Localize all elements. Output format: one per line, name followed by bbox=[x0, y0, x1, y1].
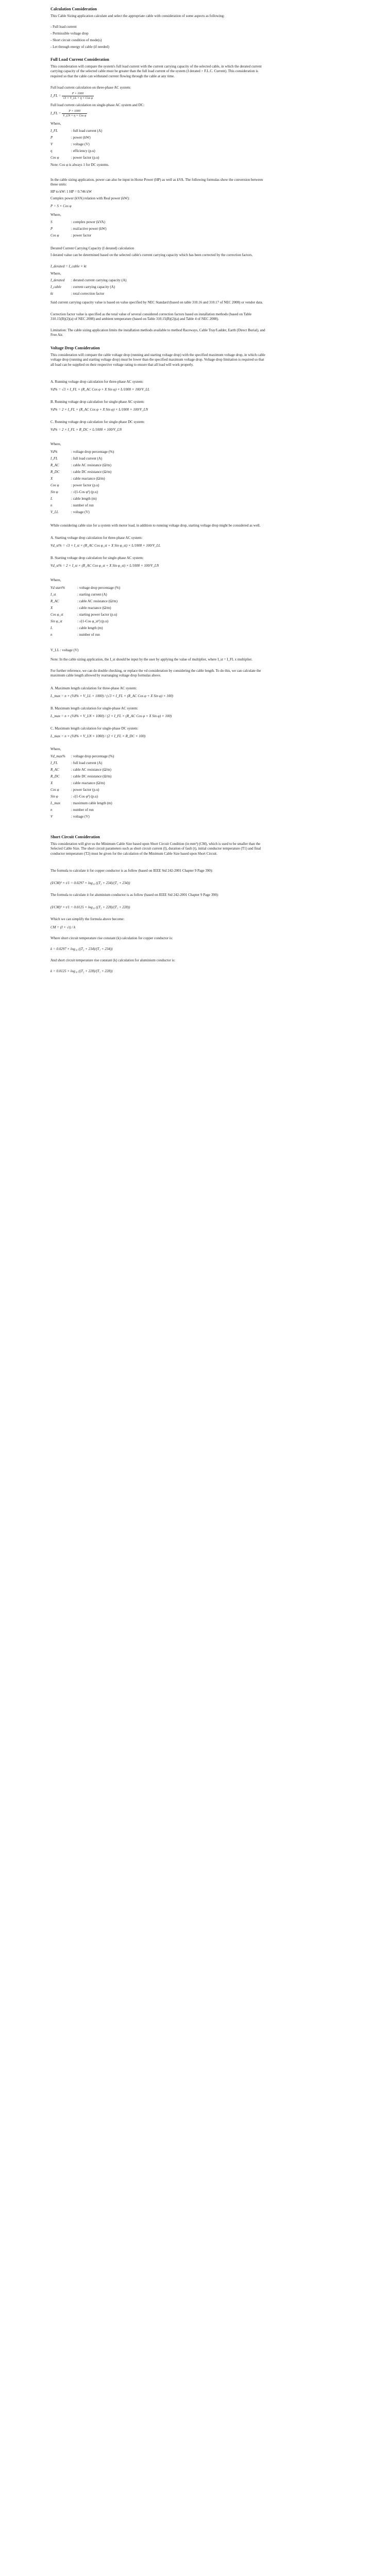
vd-a2: A. Starting voltage drop calculation for three-phase AC system: bbox=[50, 536, 143, 540]
def-row: Cos φ : power factor (p.u) bbox=[50, 483, 99, 487]
def-row: P : real/active power (kW) bbox=[50, 227, 107, 231]
def-row: R_DC : cable DC resistance (Ω/m) bbox=[50, 470, 112, 474]
sc-p4: Which we can simplify the formula above become: bbox=[50, 917, 125, 921]
def-row: L : cable length (m) bbox=[50, 626, 103, 630]
flc-l2: Full load current calculation on single-phase AC system and DC: bbox=[50, 103, 145, 107]
def-row: n : number of run bbox=[50, 808, 94, 812]
def-row: kt : total correction factor bbox=[50, 292, 105, 296]
flc-where3: Where, bbox=[50, 272, 61, 276]
def-row: S : complex power (kVA) bbox=[50, 220, 106, 224]
def-row: L_max : maximum cable length (m) bbox=[50, 801, 112, 805]
flc-p2: In the cable sizing application, power can also be input in Horse Power (HP) as well as kVA. The following formulas show the conversion between these units: bbox=[50, 178, 263, 187]
def-row: Cos φ : power factor bbox=[50, 233, 92, 238]
def-row: I_st : starting current (A) bbox=[50, 592, 107, 597]
flc-p6: Correction factor value is specified as the total value of several considered correction factors based on installation methods (based on Table 310.15(B)(2)(a) of NEC 2008) and ambient temperature (based on Table 310.15(B)(2)(a) and Table 4 of NEC 2008). bbox=[50, 312, 252, 321]
sc-eq4: k = 0.0297 × log₁₀ ((T₂ + 234)/(T₁ + 234)) bbox=[50, 947, 113, 951]
flc-where: Where, bbox=[50, 122, 61, 126]
vd-eq-b2: Vd_st% = 2 × I_st × (R_AC Cos φ_st + X Sin φ_st) × L/1000 × 100/V_LN bbox=[50, 564, 159, 568]
def-row: X : cable reactance (Ω/m) bbox=[50, 606, 111, 610]
sc-p1: This consideration will give us the Minimum Cable Size based upon Short Circuit Condition (in mm²) (CM), which is used to be smaller than the Selected Cable Size. The short circuit parameters such as short circuit current (I), duration of fault (t), initial conductor temperature (T1) and final conductor temperature (T2) must be given for the calculation of the Minimum Cable Size based upon Short Circuit. bbox=[50, 842, 261, 856]
vd-eq-mc: L_max = n × (Vd% × V_LN × 1000) / (2 × I_FL × R_DC × 100) bbox=[50, 734, 146, 738]
vd-where3: Where, bbox=[50, 747, 61, 751]
def-row: R_AC : cable AC resistance (Ω/m) bbox=[50, 599, 117, 603]
vd-note: Note: In the cable sizing application, the I_st should be input by the user by applying the value of multiplier, where I_st = I_FL x multiplier. bbox=[50, 657, 252, 662]
sc-p5: Where short circuit temperature rise constant (k) calculation for copper conductor is: bbox=[50, 936, 173, 940]
vd-p3: For further reference, we can do double checking, or replace the vd consideration by considering the cable length. To do this, we can calculate the maximum cable length allowed by rearranging voltage drop formulas above. bbox=[50, 669, 261, 678]
vd-eq-mb: L_max = n × (Vd% × V_LN × 1000) / (2 × I_FL × (R_AC Cos φ + X Sin φ) × 100) bbox=[50, 714, 172, 718]
def-row: R_AC : cable AC resistance (Ω/m) bbox=[50, 463, 111, 467]
def-row: Sin φ : √(1-Cos φ²) (p.u) bbox=[50, 490, 98, 494]
vd-eq-a2: Vd_st% = √3 × I_st × (R_AC Cos φ_st + X Sin φ_st) × L/1000 × 100/V_LL bbox=[50, 544, 161, 548]
flc-where2: Where, bbox=[50, 213, 61, 217]
def-row: Vd start% : voltage drop percentage (%) bbox=[50, 586, 121, 590]
sc-eq3: CM = (I × √t) / k bbox=[50, 925, 76, 929]
def-row: I_derated : derated current carrying capacity (A) bbox=[50, 278, 127, 282]
def-row: I_FL : full load current (A) bbox=[50, 456, 103, 461]
flc-p5: Said current carrying capacity value is based on value specified by NEC Standard (based on table 310.16 and 310.17 of NEC 2008) or vendor data. bbox=[50, 300, 263, 304]
vd-eq-ma: L_max = n × (Vd% × V_LL × 1000) / (√3 × I_FL × (R_AC Cos φ + X Sin φ) × 100) bbox=[50, 694, 174, 698]
calc-bullet-1: - Full load current bbox=[50, 25, 77, 29]
calc-intro: This Cable Sizing application calculate and select the appropriate cable with consideration of some aspects as following: bbox=[50, 14, 225, 18]
vd-p2: While considering cable size for a system with motor load, in addition to running voltage drop, starting voltage drop might be considered as well. bbox=[50, 523, 261, 528]
def-row: L : cable length (m) bbox=[50, 497, 97, 501]
flc-note: Note: Cos φ is always 1 for DC systems. bbox=[50, 163, 109, 167]
vd-eq-b: Vd% = 2 × I_FL × (R_AC Cos φ + X Sin φ) × L/1000 × 100/V_LN bbox=[50, 408, 148, 412]
vd-p1: This consideration will compare the cable voltage drop (running and starting voltage drop) with the specified maximum voltage drop, in which cable voltage drop (running and starting voltage drop) must be lower than the specified maximum voltage drop. Voltage drop limitation is required so that all load can be supplied on their respective voltage rating to ensure that all load will work properly. bbox=[50, 353, 265, 367]
def-row: X : cable reactance (Ω/m) bbox=[50, 477, 105, 481]
sc-eq5: k = 0.0125 × log₁₀ ((T₂ + 228)/(T₁ + 228)) bbox=[50, 969, 113, 973]
calc-bullet-3: - Short circuit condition of mode(s) bbox=[50, 38, 102, 42]
flc-conv1: HP to kW: 1 HP = 0.746 kW bbox=[50, 190, 92, 194]
def-row: R_DC : cable DC resistance (Ω/m) bbox=[50, 774, 112, 778]
def-row: Vd_max% : voltage drop percentage (%) bbox=[50, 754, 114, 758]
def-row: V : voltage (V) bbox=[50, 815, 90, 819]
def-row: Cos φ : power factor (p.u) bbox=[50, 156, 99, 160]
vd-b: B. Running voltage drop calculation for single-phase AC system: bbox=[50, 400, 145, 404]
def-row: V : voltage (V) bbox=[50, 142, 90, 146]
def-row: I_FL : full load current (A) bbox=[50, 129, 103, 133]
calc-bullet-2: - Permissible voltage drop bbox=[50, 31, 89, 36]
def-row: V_LL : voltage (V) bbox=[50, 510, 90, 514]
sc-eq1: (I/CM)² × t/1 = 0.0297 × log₁₀ ((T₂ + 234)/(T₁ + 234)) bbox=[50, 881, 130, 885]
vd-mb: B. Maximum length calculation for single-phase AC system: bbox=[50, 706, 138, 710]
vd-where: Where, bbox=[50, 442, 61, 446]
vd-where2: Where, bbox=[50, 578, 61, 582]
vd-eq-c: Vd% = 2 × I_FL × R_DC × L/1000 × 100/V_LN bbox=[50, 428, 122, 432]
def-row: P : power (kW) bbox=[50, 135, 91, 140]
def-row: Sin φ_st : √(1-Cos φ_st²) (p.u) bbox=[50, 619, 109, 623]
def-row: n : number of run bbox=[50, 503, 94, 507]
section-title-sc: Short Circuit Consideration bbox=[50, 835, 100, 839]
def-row: R_AC : cable AC resistance (Ω/m) bbox=[50, 768, 111, 772]
sc-p6: And short circuit temperature rise constant (k) calculation for aluminium conductor is: bbox=[50, 958, 176, 962]
sc-p2: The formula to calculate it for copper conductor is as follow (based on IEEE Std 242-2001 Chapter 9 Page 390): bbox=[50, 869, 213, 873]
vd-b2: B. Starting voltage drop calculation for single-phase AC system: bbox=[50, 556, 144, 560]
vd-vll: V_LL : voltage (V) bbox=[50, 648, 79, 652]
section-title-flc: Full Load Current Consideration bbox=[50, 57, 109, 62]
sc-eq2: (I/CM)² × t/1 = 0.0125 × log₁₀ ((T₂ + 228)/(T₁ + 228)) bbox=[50, 905, 130, 909]
flc-p7: Limitation: The cable sizing application limits the installation methods available to method Raceways, Cable Tray/Ladder, Earth (Direct Burial), and Free Air. bbox=[50, 328, 265, 337]
flc-p3: Derated Current Carrying Capacity (I derated) calculation bbox=[50, 246, 134, 250]
flc-eq3: I_derated = I_cable × kt bbox=[50, 264, 87, 268]
flc-conv3: P = S × Cos φ bbox=[50, 204, 72, 208]
vd-c: C. Running voltage drop calculation for single-phase DC system: bbox=[50, 420, 145, 424]
sc-p3: The formula to calculate it for aluminium conductor is as follow (based on IEEE Std 242-2001 Chapter 9 Page 390): bbox=[50, 893, 219, 897]
def-row: Sin φ : √(1-Cos φ²) (p.u) bbox=[50, 794, 98, 799]
def-row: n : number of run bbox=[50, 633, 100, 637]
section-title-vd: Voltage Drop Consideration bbox=[50, 346, 100, 350]
flc-eq2: I_FL = $\frac{P \times 1000}{\text{V\_LN × η × Cos φ}}$ bbox=[50, 110, 87, 118]
flc-p4: I derated value can be determined based on the selected cable's current carrying capacity which has been corrected by the correction factors. bbox=[50, 253, 253, 257]
calc-bullet-4: - Let through energy of cable (if needed) bbox=[50, 45, 109, 49]
vd-mc: C. Maximum length calculation for single-phase DC system: bbox=[50, 726, 139, 731]
flc-p1: This consideration will compare the system's full load current with the current carrying capacity of the selected cable, in which the derated current carrying capacity of the selected cable must be greater than the full load current of the system (I derated > F.L.C. Current). This consideration is required so that the cable can withstand current flowing through the cable at any time. bbox=[50, 64, 262, 78]
def-row: X : cable reactance (Ω/m) bbox=[50, 781, 105, 785]
def-row: I_FL : full load current (A) bbox=[50, 761, 103, 765]
flc-l1: Full load current calculation on three-phase AC system: bbox=[50, 86, 131, 90]
vd-eq-a: Vd% = √3 × I_FL × (R_AC Cos φ + X Sin φ) × L/1000 × 100/V_LL bbox=[50, 387, 150, 392]
vd-a: A. Running voltage drop calculation for three-phase AC system: bbox=[50, 380, 144, 384]
section-title-calculation: Calculation Consideration bbox=[50, 7, 97, 11]
vd-ma: A. Maximum length calculation for three-phase AC system: bbox=[50, 686, 137, 690]
def-row: Cos φ : power factor (p.u) bbox=[50, 788, 99, 792]
def-row: I_cable : current carrying capacity (A) bbox=[50, 285, 115, 289]
def-row: η : efficiency (p.u) bbox=[50, 149, 95, 153]
def-row: Cos φ_st : starting power factor (p.u) bbox=[50, 613, 117, 617]
def-row: Vd% : voltage drop percentage (%) bbox=[50, 450, 114, 454]
flc-conv2: Complex power (kVA) relation with Real power (kW): bbox=[50, 196, 130, 200]
flc-eq1: I_FL = $\frac{P \times 1000}{\text{√3 × V\_LL × η × Cos φ}}$ bbox=[50, 92, 93, 100]
